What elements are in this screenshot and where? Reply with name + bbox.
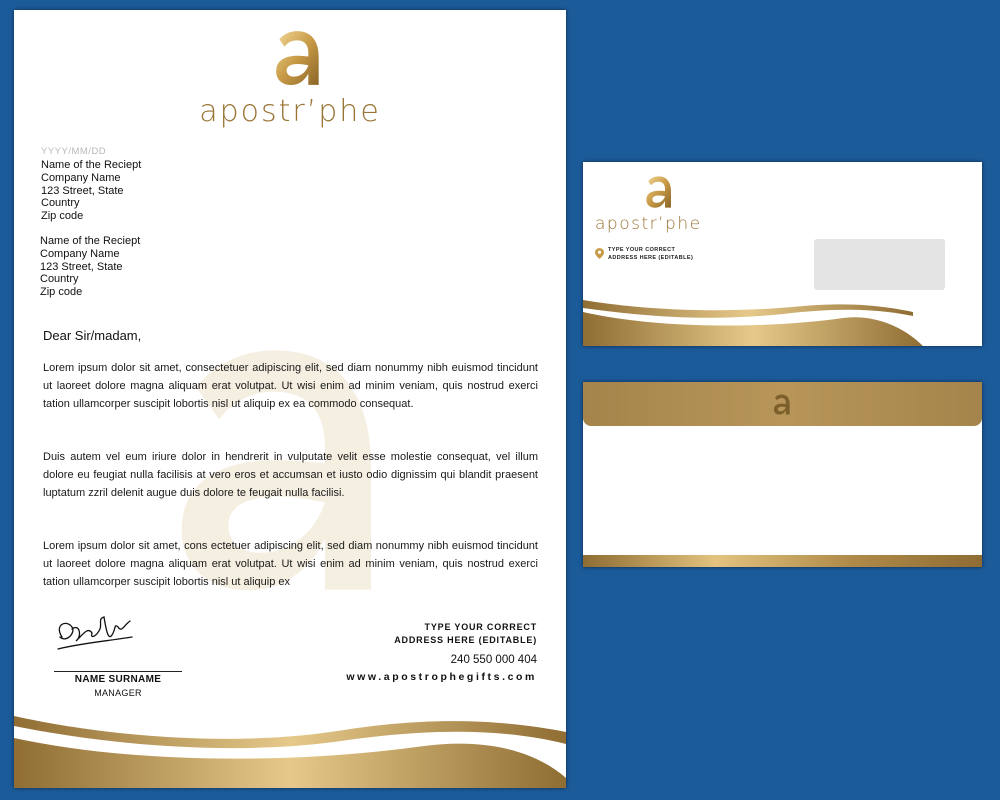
envelope-address-line2: ADDRESS HERE (EDITABLE) [608, 255, 694, 261]
recipient-address-2 [40, 235, 140, 299]
letterhead-page [14, 10, 566, 788]
logo-mark-icon [772, 393, 792, 416]
brand-wordmark: apostr’phe [199, 94, 381, 129]
body-paragraph-1: Lorem ipsum dolor sit amet, consectetuer adipiscing elit, sed diam nonummy nibh euismod tincidunt ut laoreet dolore magna aliquam erat volutpat. Ut wisi enim ad minim veniam, quis nostrud exerci tation ullamcorper suscipit lobortis nisl ut aliquip ex ea commodo consequat. [43, 362, 538, 410]
brand-wordmark: apostr’phe [595, 214, 702, 234]
location-pin-icon [595, 248, 604, 259]
contact-phone: 240 550 000 404 [450, 654, 537, 666]
address-line: Company Name [40, 247, 120, 260]
gold-bottom-strip [583, 555, 982, 567]
address-line: 123 Street, State [40, 260, 123, 273]
contact-website: www.apostrophegifts.com [346, 671, 537, 683]
date-placeholder: YYYY/MM/DD [41, 146, 107, 157]
address-line: Zip code [41, 210, 84, 223]
logo-mark-icon [271, 27, 325, 89]
contact-address-line1: TYPE YOUR CORRECT [424, 622, 537, 632]
envelope-address-line1: TYPE YOUR CORRECT [608, 247, 676, 253]
address-line: Zip code [40, 286, 83, 299]
body-paragraph-3: Lorem ipsum dolor sit amet, cons ectetuer adipiscing elit, sed diam nonummy nibh euismod tincidunt ut laoreet dolore magna aliquam erat volutpat. Ut wisi enim ad minim veniam, quis nostrud exerci tation ullamcorper suscipit lobortis nisl ut aliquip ex [43, 540, 538, 588]
address-line: Country [41, 197, 80, 210]
gold-wave-footer [14, 708, 566, 788]
body-paragraph-2: Duis autem vel eum iriure dolor in hendrerit in vulputate velit esse molestie consequat, vel illum dolore eu feugiat nulla facilisis at vero eros et accumsan et iusto odio dignissim qui blandit praesent luptatum zzril delenit augue duis dolore te feugait nulla facilisi. [43, 451, 538, 499]
salutation: Dear Sir/madam, [43, 328, 142, 343]
address-line: Country [40, 273, 79, 286]
envelope-front [583, 162, 982, 346]
address-line: Company Name [41, 171, 121, 184]
address-window [814, 239, 945, 290]
gold-wave-footer [583, 296, 982, 346]
signature-line [54, 671, 182, 672]
address-line: Name of the Reciept [40, 235, 141, 247]
address-line: Name of the Reciept [41, 159, 142, 171]
address-line: 123 Street, State [41, 184, 124, 197]
signature-name: NAME SURNAME [74, 674, 162, 685]
envelope-back [583, 382, 982, 567]
recipient-address-1 [41, 159, 141, 223]
signature-image [52, 607, 136, 661]
logo-mark-icon [644, 174, 674, 210]
signature-title: MANAGER [94, 688, 142, 698]
contact-address-line2: ADDRESS HERE (EDITABLE) [394, 635, 537, 645]
